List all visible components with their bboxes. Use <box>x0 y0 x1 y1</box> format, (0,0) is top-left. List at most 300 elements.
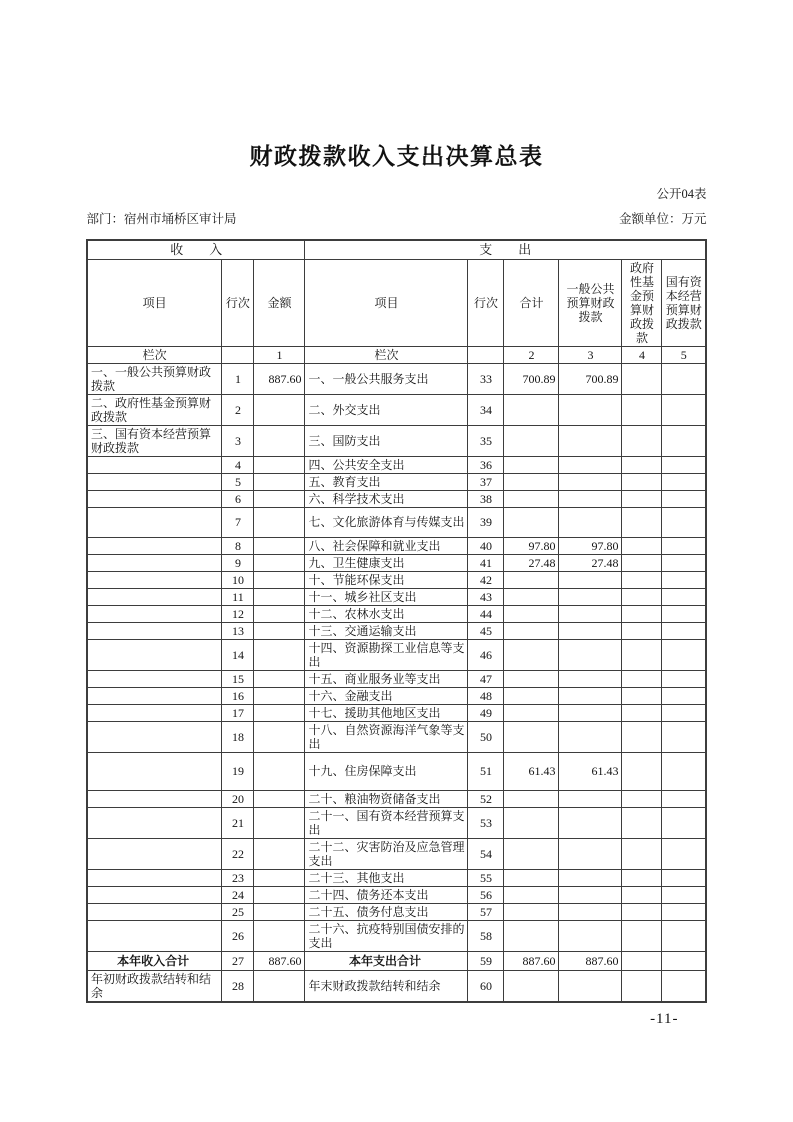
expense-total-cell <box>504 571 559 588</box>
income-amount-cell <box>254 752 305 790</box>
table-row <box>87 704 706 721</box>
expense-item-cell: 二十四、债务还本支出 <box>305 886 468 903</box>
income-line-cell: 23 <box>222 869 254 886</box>
expense-item-cell: 年末财政拨款结转和结余 <box>305 970 468 1002</box>
expense-state-capital-cell <box>662 394 706 425</box>
table-row <box>87 721 706 752</box>
expense-item-cell: 二十六、抗疫特别国债安排的支出 <box>305 920 468 951</box>
income-line-cell: 6 <box>222 490 254 507</box>
expense-line-cell: 47 <box>468 670 504 687</box>
table-column-header-row <box>87 259 706 346</box>
expense-state-capital-cell <box>662 670 706 687</box>
expense-state-capital-cell <box>662 605 706 622</box>
expense-general-budget-cell <box>559 622 622 639</box>
expense-line-cell: 43 <box>468 588 504 605</box>
income-line-cell: 7 <box>222 507 254 537</box>
income-group-header: 收 入 <box>87 240 305 259</box>
expense-total-cell <box>504 639 559 670</box>
expense-state-capital-cell <box>662 363 706 394</box>
expense-general-budget-cell <box>559 869 622 886</box>
table-row <box>87 951 706 970</box>
income-amount-cell <box>254 507 305 537</box>
expense-total-cell <box>504 588 559 605</box>
expense-item-cell: 十九、住房保障支出 <box>305 752 468 790</box>
expense-gov-fund-cell <box>622 537 662 554</box>
expense-general-budget-cell: 27.48 <box>559 554 622 571</box>
expense-general-budget-cell <box>559 807 622 838</box>
expense-line-cell: 56 <box>468 886 504 903</box>
expense-total-cell <box>504 721 559 752</box>
expense-general-budget-cell <box>559 507 622 537</box>
page-title: 财政拨款收入支出决算总表 <box>249 143 544 169</box>
expense-line-cell: 60 <box>468 970 504 1002</box>
income-item-cell <box>87 920 222 951</box>
expense-total-index: 2 <box>504 346 559 363</box>
income-item-cell <box>87 807 222 838</box>
expense-general-budget-cell: 700.89 <box>559 363 622 394</box>
expense-gov-fund-cell <box>622 704 662 721</box>
income-item-cell: 本年收入合计 <box>87 951 222 970</box>
expense-general-budget-cell <box>559 456 622 473</box>
income-item-cell <box>87 473 222 490</box>
income-line-cell: 5 <box>222 473 254 490</box>
expense-total-cell <box>504 490 559 507</box>
table-row <box>87 838 706 869</box>
table-row <box>87 425 706 456</box>
table-row <box>87 571 706 588</box>
income-line-cell: 4 <box>222 456 254 473</box>
expense-state-capital-cell <box>662 721 706 752</box>
expense-total-cell <box>504 687 559 704</box>
expense-gov-fund-cell <box>622 920 662 951</box>
table-body <box>87 363 706 1002</box>
budget-table <box>86 239 707 1003</box>
income-item-cell <box>87 790 222 807</box>
table-row <box>87 807 706 838</box>
expense-state-capital-cell <box>662 704 706 721</box>
income-amount-cell <box>254 588 305 605</box>
expense-line-cell: 59 <box>468 951 504 970</box>
income-line-cell: 19 <box>222 752 254 790</box>
expense-total-cell <box>504 605 559 622</box>
income-amount-cell <box>254 490 305 507</box>
department-label: 部门：宿州市埇桥区审计局 <box>86 212 237 226</box>
table-row <box>87 687 706 704</box>
expense-total-cell <box>504 920 559 951</box>
expense-total-cell <box>504 704 559 721</box>
expense-total-cell <box>504 869 559 886</box>
expense-gov-fund-cell <box>622 687 662 704</box>
expense-total-cell <box>504 807 559 838</box>
expense-state-capital-header: 国有资本经营预算财政拨款 <box>662 259 706 346</box>
expense-gov-fund-cell <box>622 473 662 490</box>
expense-line-cell: 40 <box>468 537 504 554</box>
expense-line-cell: 44 <box>468 605 504 622</box>
expense-index-label: 栏次 <box>305 346 468 363</box>
expense-general-budget-cell: 887.60 <box>559 951 622 970</box>
income-amount-cell <box>254 622 305 639</box>
expense-gov-fund-cell <box>622 507 662 537</box>
income-amount-cell <box>254 704 305 721</box>
expense-general-budget-cell <box>559 721 622 752</box>
expense-general-budget-cell <box>559 838 622 869</box>
table-row <box>87 920 706 951</box>
expense-capital-index: 5 <box>662 346 706 363</box>
table-code: 公开04表 <box>656 187 707 201</box>
income-line-cell: 13 <box>222 622 254 639</box>
expense-item-cell: 九、卫生健康支出 <box>305 554 468 571</box>
expense-item-cell: 二十、粮油物资储备支出 <box>305 790 468 807</box>
expense-state-capital-cell <box>662 869 706 886</box>
income-line-cell: 25 <box>222 903 254 920</box>
income-amount-cell: 887.60 <box>254 363 305 394</box>
expense-item-cell: 十八、自然资源海洋气象等支出 <box>305 721 468 752</box>
expense-line-cell: 55 <box>468 869 504 886</box>
expense-gov-fund-cell <box>622 394 662 425</box>
expense-gov-fund-header: 政府性基金预算财政拨款 <box>622 259 662 346</box>
income-line-cell: 10 <box>222 571 254 588</box>
expense-gov-fund-cell <box>622 903 662 920</box>
expense-item-cell: 十一、城乡社区支出 <box>305 588 468 605</box>
expense-gov-fund-cell <box>622 605 662 622</box>
expense-general-budget-cell: 97.80 <box>559 537 622 554</box>
expense-gov-fund-cell <box>622 790 662 807</box>
table-row <box>87 363 706 394</box>
income-amount-cell <box>254 670 305 687</box>
expense-gov-fund-cell <box>622 721 662 752</box>
expense-item-cell: 一、一般公共服务支出 <box>305 363 468 394</box>
table-row <box>87 869 706 886</box>
table-row <box>87 507 706 537</box>
expense-state-capital-cell <box>662 790 706 807</box>
expense-state-capital-cell <box>662 507 706 537</box>
expense-item-cell: 十二、农林水支出 <box>305 605 468 622</box>
income-amount-cell <box>254 571 305 588</box>
expense-item-cell: 二十一、国有资本经营预算支出 <box>305 807 468 838</box>
income-item-cell <box>87 456 222 473</box>
expense-line-cell: 50 <box>468 721 504 752</box>
income-item-cell: 三、国有资本经营预算财政拨款 <box>87 425 222 456</box>
expense-item-cell: 十四、资源勘探工业信息等支出 <box>305 639 468 670</box>
expense-state-capital-cell <box>662 588 706 605</box>
income-amount-cell <box>254 903 305 920</box>
income-item-cell <box>87 639 222 670</box>
expense-line-cell: 48 <box>468 687 504 704</box>
expense-item-cell: 十、节能环保支出 <box>305 571 468 588</box>
income-item-cell: 二、政府性基金预算财政拨款 <box>87 394 222 425</box>
expense-item-cell: 四、公共安全支出 <box>305 456 468 473</box>
expense-item-cell: 五、教育支出 <box>305 473 468 490</box>
expense-gov-fund-cell <box>622 456 662 473</box>
expense-gov-fund-cell <box>622 363 662 394</box>
expense-state-capital-cell <box>662 490 706 507</box>
income-line-cell: 22 <box>222 838 254 869</box>
income-line-cell: 24 <box>222 886 254 903</box>
income-item-cell <box>87 537 222 554</box>
table-row <box>87 970 706 1002</box>
income-line-cell: 21 <box>222 807 254 838</box>
expense-total-cell: 27.48 <box>504 554 559 571</box>
expense-total-cell <box>504 838 559 869</box>
expense-gov-fund-cell <box>622 886 662 903</box>
table-row <box>87 622 706 639</box>
expense-total-cell: 61.43 <box>504 752 559 790</box>
expense-line-cell: 38 <box>468 490 504 507</box>
income-amount-cell <box>254 886 305 903</box>
income-line-cell: 2 <box>222 394 254 425</box>
expense-line-cell: 46 <box>468 639 504 670</box>
expense-gov-fund-cell <box>622 554 662 571</box>
expense-total-cell <box>504 970 559 1002</box>
income-item-cell <box>87 554 222 571</box>
expense-general-budget-cell: 61.43 <box>559 752 622 790</box>
expense-total-cell <box>504 507 559 537</box>
income-item-cell: 年初财政拨款结转和结余 <box>87 970 222 1002</box>
expense-line-cell: 58 <box>468 920 504 951</box>
expense-gov-fund-cell <box>622 752 662 790</box>
income-item-cell <box>87 886 222 903</box>
expense-state-capital-cell <box>662 639 706 670</box>
expense-state-capital-cell <box>662 687 706 704</box>
income-amount-cell <box>254 456 305 473</box>
table-row <box>87 886 706 903</box>
income-line-cell: 18 <box>222 721 254 752</box>
table-row <box>87 473 706 490</box>
table-row <box>87 605 706 622</box>
expense-state-capital-cell <box>662 456 706 473</box>
expense-state-capital-cell <box>662 571 706 588</box>
table-row <box>87 670 706 687</box>
expense-general-budget-cell <box>559 704 622 721</box>
expense-gov-fund-cell <box>622 639 662 670</box>
expense-item-cell: 本年支出合计 <box>305 951 468 970</box>
expense-line-cell: 49 <box>468 704 504 721</box>
expense-state-capital-cell <box>662 970 706 1002</box>
income-line-cell: 14 <box>222 639 254 670</box>
expense-line-cell: 53 <box>468 807 504 838</box>
income-amount-cell <box>254 687 305 704</box>
income-line-cell: 27 <box>222 951 254 970</box>
expense-item-cell: 六、科学技术支出 <box>305 490 468 507</box>
expense-line-cell: 52 <box>468 790 504 807</box>
table-row <box>87 456 706 473</box>
expense-state-capital-cell <box>662 838 706 869</box>
expense-total-cell <box>504 425 559 456</box>
table-row <box>87 639 706 670</box>
income-item-cell <box>87 605 222 622</box>
expense-gov-fund-cell <box>622 571 662 588</box>
expense-state-capital-cell <box>662 554 706 571</box>
income-item-cell <box>87 622 222 639</box>
expense-item-cell: 八、社会保障和就业支出 <box>305 537 468 554</box>
income-amount-cell <box>254 425 305 456</box>
expense-line-cell: 45 <box>468 622 504 639</box>
expense-group-header: 支 出 <box>305 240 706 259</box>
expense-general-budget-header: 一般公共预算财政拨款 <box>559 259 622 346</box>
income-line-cell: 8 <box>222 537 254 554</box>
expense-fund-index: 4 <box>622 346 662 363</box>
income-index-label: 栏次 <box>87 346 222 363</box>
expense-item-cell: 十三、交通运输支出 <box>305 622 468 639</box>
expense-state-capital-cell <box>662 886 706 903</box>
income-line-cell: 28 <box>222 970 254 1002</box>
income-item-cell <box>87 721 222 752</box>
expense-total-cell <box>504 886 559 903</box>
expense-gov-fund-cell <box>622 490 662 507</box>
expense-total-cell <box>504 473 559 490</box>
income-line-cell: 9 <box>222 554 254 571</box>
expense-state-capital-cell <box>662 752 706 790</box>
expense-total-header: 合计 <box>504 259 559 346</box>
expense-state-capital-cell <box>662 951 706 970</box>
income-item-cell <box>87 588 222 605</box>
expense-item-cell: 二十三、其他支出 <box>305 869 468 886</box>
expense-total-cell <box>504 790 559 807</box>
expense-line-cell: 57 <box>468 903 504 920</box>
income-line-cell: 26 <box>222 920 254 951</box>
expense-total-cell <box>504 903 559 920</box>
expense-general-budget-cell <box>559 920 622 951</box>
expense-item-cell: 七、文化旅游体育与传媒支出 <box>305 507 468 537</box>
income-item-cell <box>87 507 222 537</box>
income-amount-cell <box>254 554 305 571</box>
expense-gov-fund-cell <box>622 425 662 456</box>
expense-gov-fund-cell <box>622 622 662 639</box>
expense-general-budget-cell <box>559 394 622 425</box>
income-item-cell <box>87 903 222 920</box>
income-amount-cell <box>254 721 305 752</box>
income-item-cell <box>87 704 222 721</box>
table-row <box>87 490 706 507</box>
expense-general-budget-cell <box>559 903 622 920</box>
expense-line-cell: 42 <box>468 571 504 588</box>
expense-item-cell: 二、外交支出 <box>305 394 468 425</box>
expense-line-cell: 51 <box>468 752 504 790</box>
table-row <box>87 394 706 425</box>
expense-gov-fund-cell <box>622 951 662 970</box>
expense-total-cell <box>504 394 559 425</box>
income-amount-index: 1 <box>254 346 305 363</box>
expense-total-cell <box>504 670 559 687</box>
income-line-cell: 15 <box>222 670 254 687</box>
expense-line-cell: 39 <box>468 507 504 537</box>
table-row <box>87 752 706 790</box>
expense-general-index: 3 <box>559 346 622 363</box>
expense-general-budget-cell <box>559 970 622 1002</box>
expense-state-capital-cell <box>662 473 706 490</box>
expense-item-cell: 十五、商业服务业等支出 <box>305 670 468 687</box>
column-index-row <box>87 346 706 363</box>
income-amount-cell <box>254 394 305 425</box>
income-line-cell: 12 <box>222 605 254 622</box>
income-line-index-cell <box>222 346 254 363</box>
income-amount-header: 金额 <box>254 259 305 346</box>
income-amount-cell <box>254 869 305 886</box>
income-amount-cell <box>254 790 305 807</box>
expense-item-cell: 三、国防支出 <box>305 425 468 456</box>
expense-gov-fund-cell <box>622 670 662 687</box>
expense-general-budget-cell <box>559 670 622 687</box>
expense-line-cell: 34 <box>468 394 504 425</box>
table-row <box>87 790 706 807</box>
expense-total-cell: 700.89 <box>504 363 559 394</box>
income-item-cell <box>87 571 222 588</box>
expense-state-capital-cell <box>662 807 706 838</box>
expense-gov-fund-cell <box>622 970 662 1002</box>
income-line-header: 行次 <box>222 259 254 346</box>
table-group-header-row <box>87 240 706 259</box>
expense-general-budget-cell <box>559 605 622 622</box>
expense-gov-fund-cell <box>622 838 662 869</box>
income-amount-cell <box>254 970 305 1002</box>
expense-general-budget-cell <box>559 473 622 490</box>
income-amount-cell <box>254 537 305 554</box>
expense-line-cell: 36 <box>468 456 504 473</box>
income-item-cell <box>87 869 222 886</box>
expense-general-budget-cell <box>559 425 622 456</box>
expense-gov-fund-cell <box>622 588 662 605</box>
expense-gov-fund-cell <box>622 807 662 838</box>
income-amount-cell <box>254 920 305 951</box>
table-row <box>87 554 706 571</box>
expense-total-cell <box>504 456 559 473</box>
income-line-cell: 3 <box>222 425 254 456</box>
expense-line-cell: 54 <box>468 838 504 869</box>
expense-general-budget-cell <box>559 639 622 670</box>
expense-state-capital-cell <box>662 622 706 639</box>
expense-line-index-cell <box>468 346 504 363</box>
income-item-cell: 一、一般公共预算财政拨款 <box>87 363 222 394</box>
expense-line-cell: 37 <box>468 473 504 490</box>
income-line-cell: 20 <box>222 790 254 807</box>
income-amount-cell <box>254 605 305 622</box>
page-number: -11- <box>650 1010 679 1027</box>
income-item-cell <box>87 838 222 869</box>
table-row <box>87 903 706 920</box>
income-line-cell: 17 <box>222 704 254 721</box>
expense-line-cell: 35 <box>468 425 504 456</box>
expense-general-budget-cell <box>559 687 622 704</box>
income-amount-cell <box>254 639 305 670</box>
expense-line-header: 行次 <box>468 259 504 346</box>
unit-label: 金额单位：万元 <box>618 212 707 226</box>
expense-item-header: 项目 <box>305 259 468 346</box>
expense-state-capital-cell <box>662 425 706 456</box>
expense-item-cell: 二十五、债务付息支出 <box>305 903 468 920</box>
expense-general-budget-cell <box>559 588 622 605</box>
expense-state-capital-cell <box>662 920 706 951</box>
expense-general-budget-cell <box>559 490 622 507</box>
income-item-cell <box>87 687 222 704</box>
income-amount-cell: 887.60 <box>254 951 305 970</box>
expense-general-budget-cell <box>559 790 622 807</box>
expense-state-capital-cell <box>662 903 706 920</box>
income-item-cell <box>87 490 222 507</box>
expense-total-cell: 887.60 <box>504 951 559 970</box>
income-amount-cell <box>254 473 305 490</box>
expense-general-budget-cell <box>559 886 622 903</box>
table-row <box>87 588 706 605</box>
expense-line-cell: 33 <box>468 363 504 394</box>
expense-gov-fund-cell <box>622 869 662 886</box>
income-line-cell: 16 <box>222 687 254 704</box>
expense-item-cell: 十七、援助其他地区支出 <box>305 704 468 721</box>
expense-total-cell <box>504 622 559 639</box>
expense-state-capital-cell <box>662 537 706 554</box>
income-item-header: 项目 <box>87 259 222 346</box>
income-amount-cell <box>254 807 305 838</box>
expense-total-cell: 97.80 <box>504 537 559 554</box>
